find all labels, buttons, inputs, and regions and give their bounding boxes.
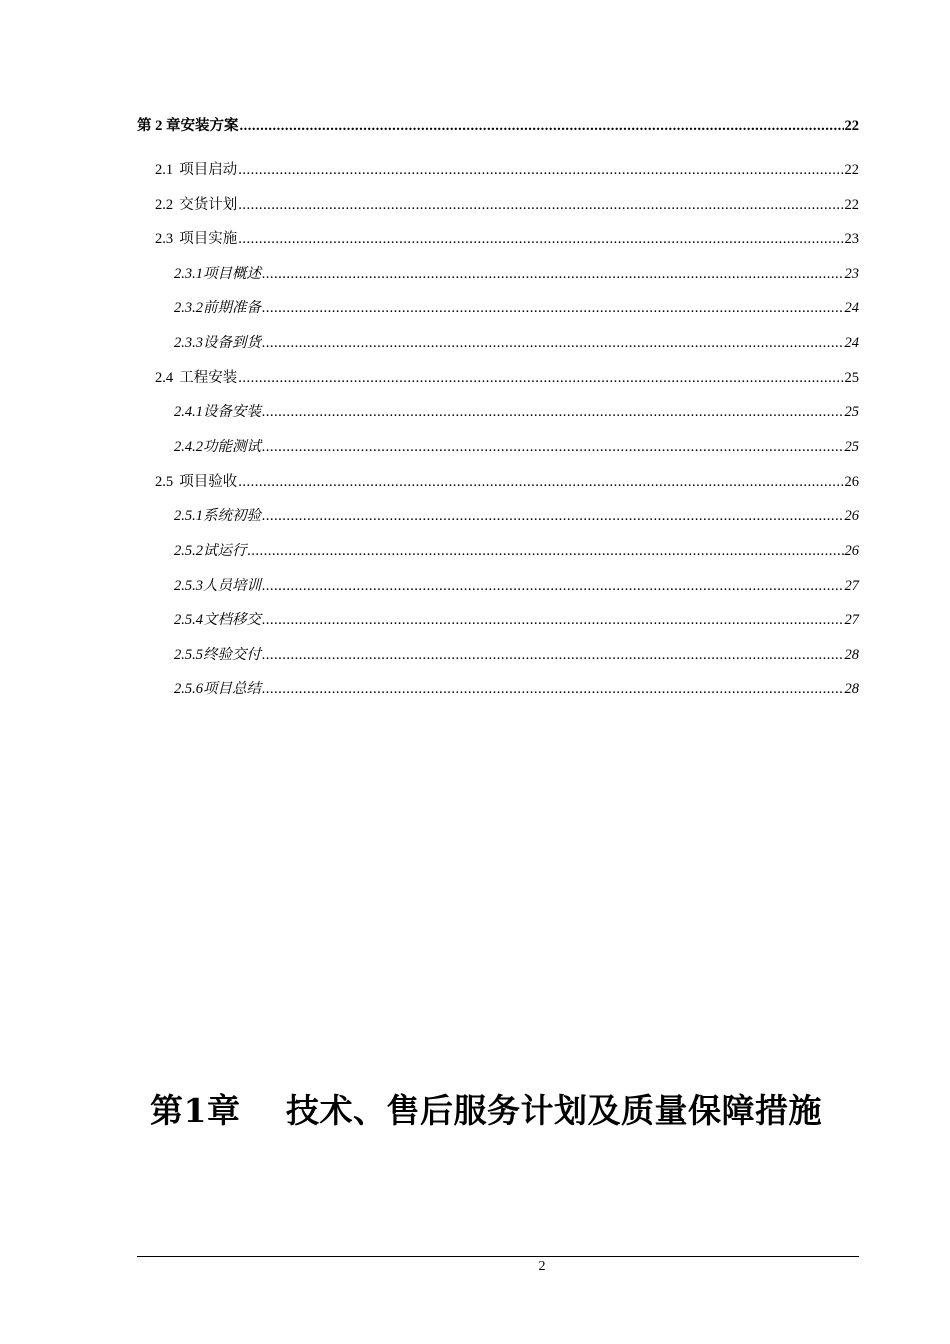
toc-entry-chapter-2[interactable]: [137, 116, 859, 136]
toc-dot-leader: [262, 576, 844, 596]
toc-entry-number: 2.3.1: [174, 266, 203, 282]
toc-entry-page: 25: [844, 404, 859, 420]
toc-entry-title: 文档移交: [203, 612, 261, 628]
toc-entry-title: 设备安装: [203, 404, 261, 420]
toc-dot-leader: [238, 368, 843, 388]
toc-dot-leader: [262, 437, 844, 457]
toc-entry-2-3-1[interactable]: [174, 264, 859, 284]
toc-entry-page: 28: [844, 681, 859, 697]
toc-entry-title: 项目总结: [203, 681, 261, 697]
toc-entry-title: 人员培训: [203, 578, 261, 594]
toc-entry-2-5-4[interactable]: [174, 610, 859, 630]
toc-dot-leader: [262, 679, 844, 699]
toc-entry-title: 项目验收: [179, 474, 238, 490]
toc-entry-number: 2.5: [155, 474, 174, 490]
toc-entry-title: 项目实施: [179, 231, 238, 247]
toc-dot-leader: [262, 645, 844, 665]
toc-entry-title: 项目启动: [179, 162, 238, 178]
toc-dot-leader: [240, 116, 844, 136]
toc-entry-2-1[interactable]: [155, 160, 859, 180]
toc-entry-number: 2.5.3: [174, 578, 203, 594]
toc-entry-title: 安装方案: [180, 118, 239, 134]
toc-entry-2-3-3[interactable]: [174, 333, 859, 353]
toc-entry-page: 22: [844, 118, 859, 134]
toc-dot-leader: [262, 264, 844, 284]
toc-entry-number: 2.5.1: [174, 508, 203, 524]
page-number: 2: [538, 1259, 546, 1274]
toc-entry-title: 前期准备: [203, 300, 261, 316]
toc-dot-leader: [238, 195, 843, 215]
toc-entry-2-5-5[interactable]: [174, 645, 859, 665]
toc-entry-2-5-1[interactable]: [174, 506, 859, 526]
toc-entry-page: 25: [844, 439, 859, 455]
toc-dot-leader: [262, 402, 844, 422]
toc-dot-leader: [262, 298, 844, 318]
toc-entry-number: 2.4.2: [174, 439, 203, 455]
footer-divider: [137, 1256, 859, 1257]
toc-dot-leader: [262, 333, 844, 353]
toc-entry-title: 功能测试: [203, 439, 261, 455]
toc-entry-page: 28: [844, 647, 859, 663]
chapter-title: 技术、售后服务计划及质量保障措施: [286, 1091, 822, 1130]
toc-entry-page: 26: [844, 474, 859, 490]
toc-dot-leader: [238, 229, 843, 249]
toc-dot-leader: [262, 506, 844, 526]
toc-entry-title: 试运行: [203, 543, 247, 559]
toc-entry-title: 项目概述: [203, 266, 261, 282]
toc-entry-number: 2.5.5: [174, 647, 203, 663]
toc-entry-page: 27: [844, 578, 859, 594]
toc-entry-title: 工程安装: [179, 370, 238, 386]
toc-entry-page: 25: [844, 370, 859, 386]
toc-dot-leader: [238, 472, 843, 492]
toc-entry-title: 系统初验: [203, 508, 261, 524]
chapter-heading: [150, 1085, 822, 1132]
toc-entry-page: 24: [844, 300, 859, 316]
toc-entry-2-4-1[interactable]: [174, 402, 859, 422]
toc-entry-page: 23: [844, 266, 859, 282]
toc-entry-2-5-3[interactable]: [174, 576, 859, 596]
toc-entry-page: 26: [844, 543, 859, 559]
toc-entry-number: 2.5.6: [174, 681, 203, 697]
toc-entry-number: 2.3: [155, 231, 174, 247]
toc-entry-title: 设备到货: [203, 335, 261, 351]
toc-entry-number: 第 2 章: [137, 118, 181, 134]
toc-entry-title: 交货计划: [179, 197, 238, 213]
toc-entry-2-4-2[interactable]: [174, 437, 859, 457]
toc-entry-2-5-2[interactable]: [174, 541, 859, 561]
toc-entry-number: 2.4: [155, 370, 174, 386]
toc-entry-2-3-2[interactable]: [174, 298, 859, 318]
toc-entry-2-2[interactable]: [155, 195, 859, 215]
toc-entry-page: 24: [844, 335, 859, 351]
toc-entry-2-5-6[interactable]: [174, 679, 859, 699]
toc-entry-number: 2.5.4: [174, 612, 203, 628]
toc-entry-number: 2.5.2: [174, 543, 203, 559]
toc-dot-leader: [248, 541, 844, 561]
toc-entry-number: 2.2: [155, 197, 174, 213]
toc-entry-page: 22: [844, 197, 859, 213]
toc-entry-page: 26: [844, 508, 859, 524]
toc-entry-2-5[interactable]: [155, 472, 859, 492]
toc-entry-number: 2.4.1: [174, 404, 203, 420]
toc-entry-page: 22: [844, 162, 859, 178]
toc-entry-title: 终验交付: [203, 647, 261, 663]
toc-entry-number: 2.1: [155, 162, 174, 178]
toc-entry-page: 27: [844, 612, 859, 628]
toc-entry-2-4[interactable]: [155, 368, 859, 388]
chapter-number: 第1章: [150, 1091, 241, 1130]
toc-entry-number: 2.3.3: [174, 335, 203, 351]
toc-entry-page: 23: [844, 231, 859, 247]
toc-dot-leader: [238, 160, 843, 180]
toc-entry-number: 2.3.2: [174, 300, 203, 316]
toc-dot-leader: [262, 610, 844, 630]
toc-entry-2-3[interactable]: [155, 229, 859, 249]
